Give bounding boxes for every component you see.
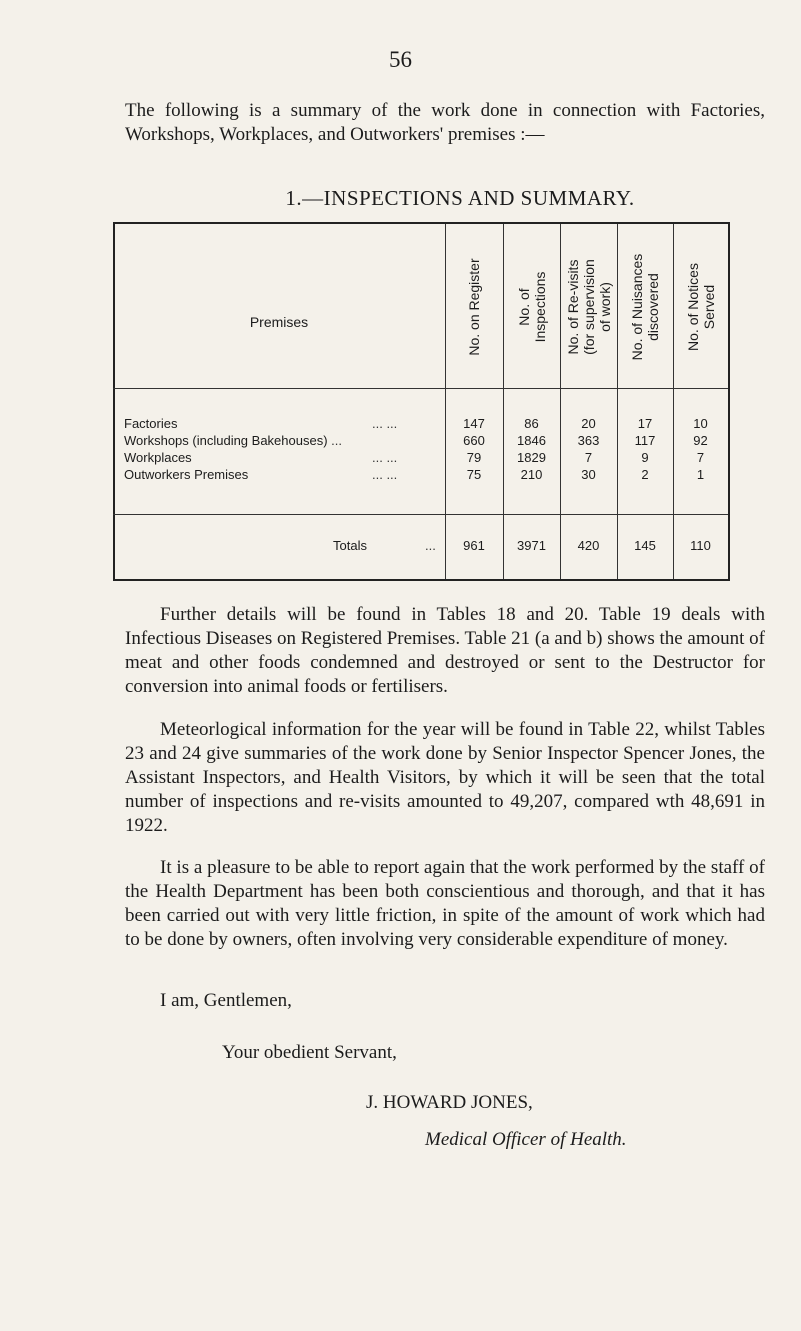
cell-notices: 10: [693, 416, 708, 431]
body-paragraph: It is a pleasure to be able to report again that the work performed by the staff of the Health Department has been both conscientious and thorough, and that it has been carried out with very little friction, in spite of the amount of work which had to be done by owners, often involving very considerable expenditure of money.: [125, 857, 765, 950]
cell-inspections: 210: [520, 467, 543, 482]
totals-row: [113, 538, 728, 555]
cell-notices: 7: [696, 450, 705, 465]
cell-inspections: 1829: [517, 450, 546, 465]
inspections-summary-table: [113, 222, 730, 581]
table-row: [113, 416, 728, 433]
total-revisits: 420: [577, 538, 600, 553]
totals-rule: [113, 514, 728, 515]
cell-register: 75: [466, 467, 482, 482]
row-label: Workshops (including Bakehouses) ...: [124, 433, 342, 448]
cell-revisits: 7: [584, 450, 593, 465]
cell-notices: 1: [696, 467, 705, 482]
table-row: [113, 450, 728, 467]
table-border-left: [113, 224, 115, 579]
row-label: Factories ... ...: [124, 416, 398, 431]
section-title: 1.—INSPECTIONS AND SUMMARY.: [285, 186, 635, 210]
closing-valediction: Your obedient Servant,: [222, 1042, 397, 1063]
totals-label: Totals ...: [333, 538, 436, 553]
page-number: 56: [389, 47, 412, 72]
cell-revisits: 363: [577, 433, 600, 448]
cell-notices: 92: [693, 433, 708, 448]
table-row: [113, 433, 728, 450]
row-label: Workplaces ... ...: [124, 450, 398, 465]
row-label: Outworkers Premises ... ...: [124, 467, 398, 482]
total-notices: 110: [690, 538, 711, 553]
total-inspections: 3971: [517, 538, 546, 553]
body-paragraph: Further details will be found in Tables 18 and 20. Table 19 deals with Infectious Diseases on Registered Premises. Table 21 (a and b) shows the amount of meat and other foods condemned and destroyed or sent to the Destructor for conversion into animal foods or fertilisers.: [125, 604, 765, 697]
total-register: 961: [463, 538, 485, 553]
cell-register: 147: [463, 416, 485, 431]
header-no-of-nuisances: No. of Nuisances discovered: [629, 253, 661, 361]
intro-paragraph: The following is a summary of the work done in connection with Factories, Workshops, Workplaces, and Outworkers' premises :—: [125, 100, 765, 145]
cell-register: 79: [466, 450, 482, 465]
cell-revisits: 20: [581, 416, 596, 431]
signatory-title: Medical Officer of Health.: [425, 1129, 627, 1150]
body-paragraph: Meteorlogical information for the year will be found in Table 22, whilst Tables 23 and 24 give summaries of the work done by Senior Inspector Spencer Jones, the Assistant Inspectors, and Health Visitors, by which it will be seen that the total number of inspections and re-visits amounted to 49,207, compared wth 48,691 in 1922.: [125, 719, 765, 836]
cell-inspections: 1846: [517, 433, 546, 448]
total-nuisances: 145: [634, 538, 656, 553]
cell-nuisances: 117: [634, 433, 656, 448]
header-no-of-revisits: No. of Re-visits (for supervision of work): [564, 259, 613, 355]
signatory-name: J. HOWARD JONES,: [366, 1092, 533, 1113]
header-no-of-notices: No. of Notices Served: [684, 263, 717, 351]
cell-inspections: 86: [524, 416, 539, 431]
cell-register: 660: [463, 433, 485, 448]
cell-nuisances: 9: [641, 450, 649, 465]
table-row: [113, 467, 728, 484]
header-premises: Premises: [249, 314, 309, 330]
header-no-of-inspections: No. of Inspections: [515, 271, 548, 343]
closing-salutation: I am, Gentlemen,: [160, 990, 292, 1011]
cell-nuisances: 17: [637, 416, 653, 431]
cell-revisits: 30: [581, 467, 596, 482]
header-rule: [113, 388, 728, 389]
cell-nuisances: 2: [641, 467, 649, 482]
header-no-on-register: No. on Register: [466, 258, 482, 356]
